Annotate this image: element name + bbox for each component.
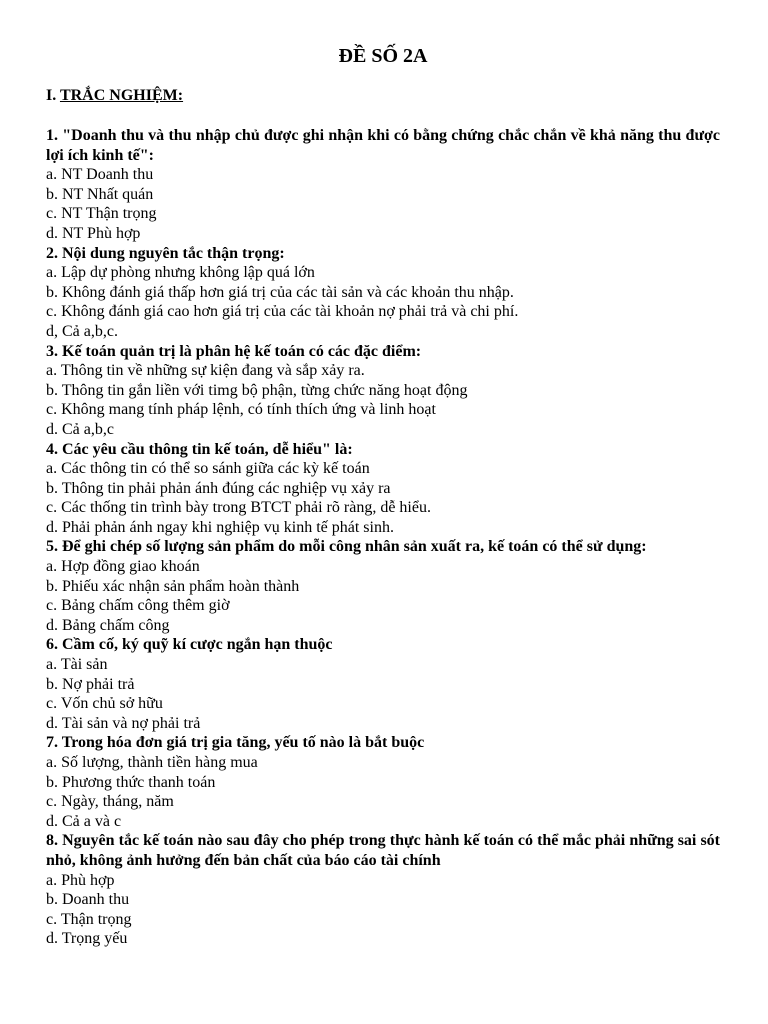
answer-option: a. NT Doanh thu	[46, 166, 154, 184]
question-list	[46, 126, 720, 949]
answer-option: d. Bảng chấm công	[46, 616, 170, 634]
answer-option: d. Tài sản và nợ phải trả	[46, 714, 201, 732]
answer-option: c. Thận trọng	[46, 910, 132, 928]
answer-option: c. Các thống tin trình bày trong BTCT phải rõ ràng, dễ hiểu.	[46, 499, 431, 517]
question-text: 4. Các yêu cầu thông tin kế toán, dễ hiểu" là:	[46, 440, 353, 458]
answer-option: b. Doanh thu	[46, 891, 130, 909]
answer-option: c. Không đánh giá cao hơn giá trị của các tài khoản nợ phải trả và chi phí.	[46, 303, 519, 321]
answer-option: d. NT Phù hợp	[46, 224, 141, 242]
answer-option: d. Cả a,b,c	[46, 420, 114, 438]
question-text: 6. Cầm cố, ký quỹ kí cược ngắn hạn thuộc	[46, 636, 333, 654]
section-number: I.	[46, 87, 57, 104]
answer-option: a. Các thông tin có thể so sánh giữa các kỳ kế toán	[46, 460, 370, 478]
answer-option: a. Phù hợp	[46, 871, 115, 889]
question-block	[46, 635, 720, 733]
question-text: 1. "Doanh thu và thu nhập chủ được ghi nhận khi có bằng chứng chắc chắn về khả năng thu được lợi ích kinh tế":	[46, 127, 720, 164]
answer-option: d, Cả a,b,c.	[46, 322, 118, 340]
answer-option: d. Trọng yếu	[46, 930, 128, 948]
answer-option: c. Ngày, tháng, năm	[46, 793, 174, 811]
answer-option: b. Nợ phải trả	[46, 675, 135, 693]
answer-option: b. Phương thức thanh toán	[46, 773, 216, 791]
section-heading	[46, 86, 720, 106]
answer-option: a. Tài sản	[46, 656, 108, 674]
answer-option: b. Thông tin gắn liền với timg bộ phận, từng chức năng hoạt động	[46, 381, 468, 399]
answer-option: b. Không đánh giá thấp hơn giá trị của các tài sản và các khoản thu nhập.	[46, 283, 514, 301]
document-title: ĐỀ SỐ 2A	[338, 45, 428, 67]
question-text: 8. Nguyên tắc kế toán nào sau đây cho phép trong thực hành kế toán có thể mắc phải những sai sót nhỏ, không ảnh hưởng đến bản chất của báo cáo tài chính	[46, 832, 720, 869]
answer-option: c. NT Thận trọng	[46, 205, 157, 223]
question-block	[46, 126, 720, 244]
question-block	[46, 244, 720, 342]
answer-option: c. Không mang tính pháp lệnh, có tính thích ứng và linh hoạt	[46, 401, 436, 419]
answer-option: a. Hợp đồng giao khoán	[46, 558, 200, 576]
section-title: TRẮC NGHIỆM:	[59, 87, 184, 104]
answer-option: a. Thông tin về những sự kiện đang và sắp xảy ra.	[46, 362, 365, 380]
question-block	[46, 537, 720, 635]
question-text: 3. Kế toán quản trị là phân hệ kế toán có các đặc điểm:	[46, 342, 422, 360]
answer-option: d. Phải phản ánh ngay khi nghiệp vụ kinh tế phát sinh.	[46, 518, 394, 536]
answer-option: b. NT Nhất quán	[46, 185, 154, 203]
answer-option: c. Vốn chủ sở hữu	[46, 695, 163, 713]
question-block	[46, 440, 720, 538]
answer-option: b. Phiếu xác nhận sản phẩm hoàn thành	[46, 577, 300, 595]
answer-option: d. Cả a và c	[46, 812, 122, 830]
answer-option: a. Lập dự phòng nhưng không lập quá lớn	[46, 264, 315, 282]
question-text: 7. Trong hóa đơn giá trị gia tăng, yếu tố nào là bắt buộc	[46, 734, 425, 752]
question-block	[46, 831, 720, 949]
question-block	[46, 342, 720, 440]
answer-option: c. Bảng chấm công thêm giờ	[46, 597, 230, 615]
question-text: 5. Để ghi chép số lượng sản phẩm do mỗi công nhân sản xuất ra, kế toán có thể sử dụng:	[46, 538, 647, 556]
question-text: 2. Nội dung nguyên tắc thận trọng:	[46, 244, 285, 262]
answer-option: b. Thông tin phải phản ánh đúng các nghiệp vụ xảy ra	[46, 479, 391, 497]
answer-option: a. Số lượng, thành tiền hàng mua	[46, 754, 258, 771]
question-block	[46, 733, 720, 831]
